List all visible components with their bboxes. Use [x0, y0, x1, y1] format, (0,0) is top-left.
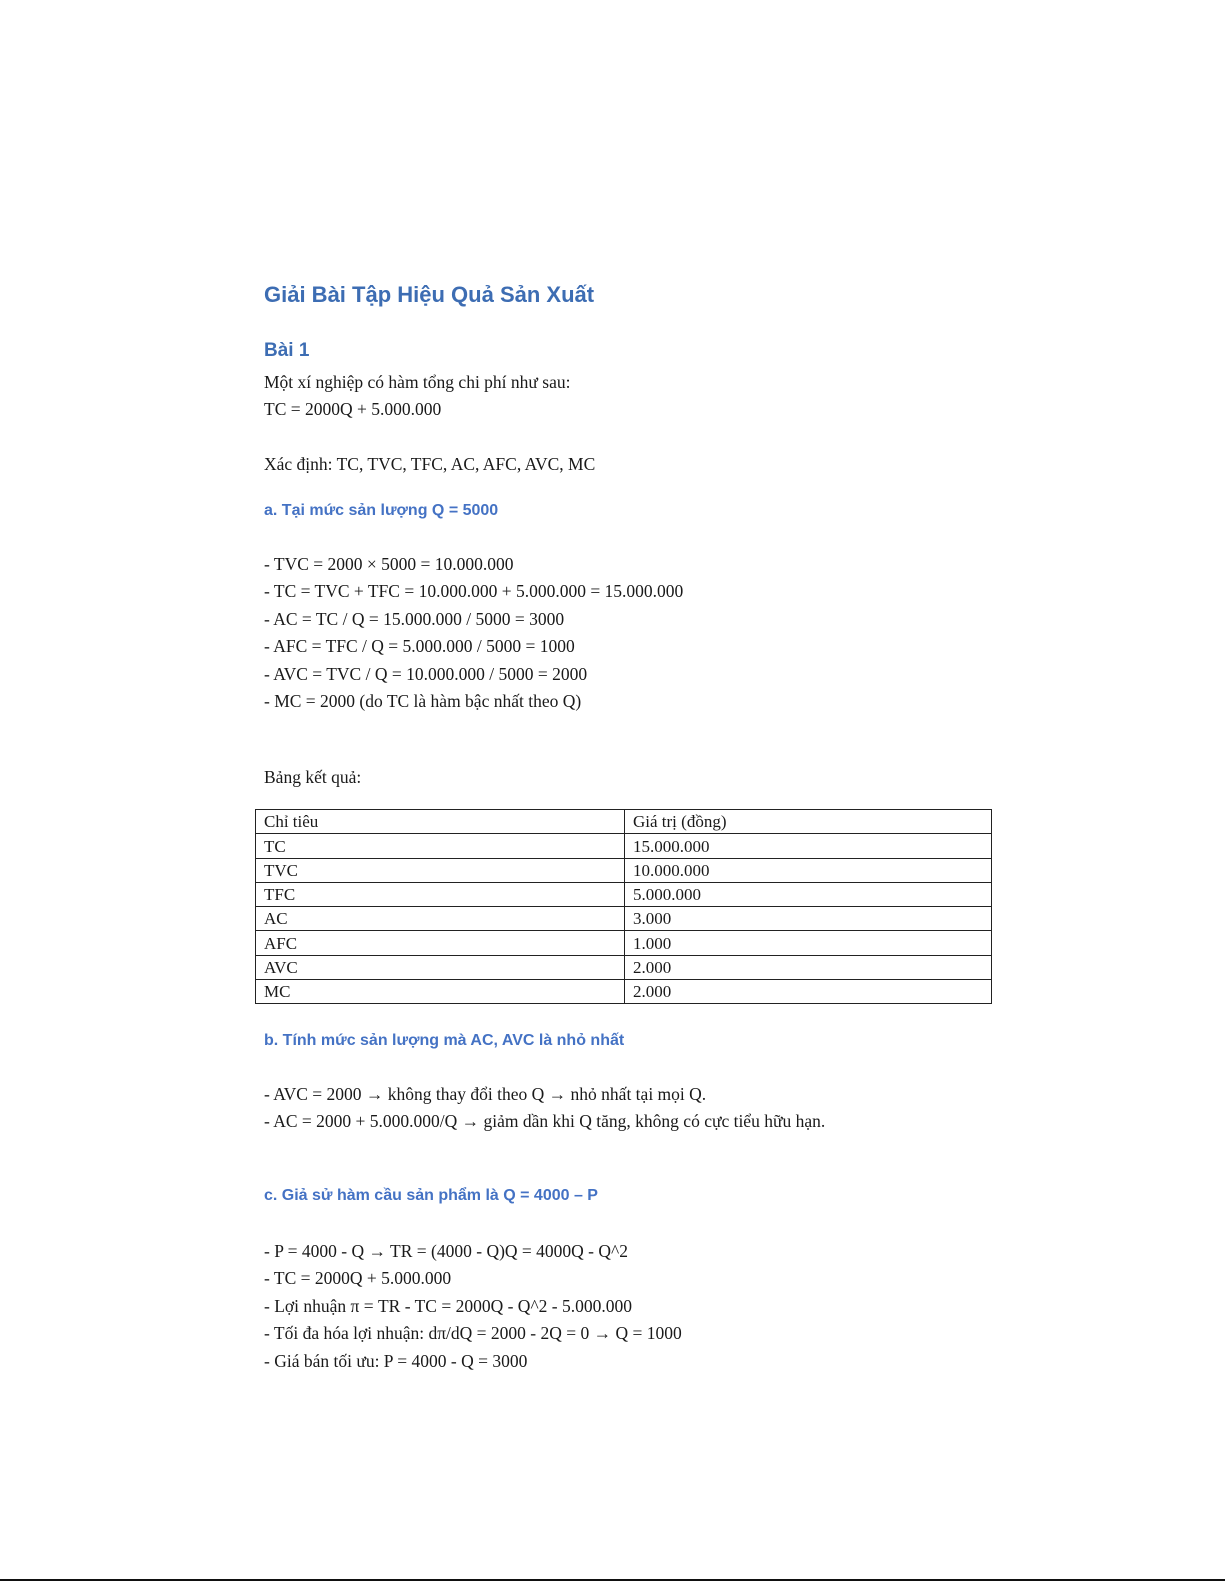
cost-function: TC = 2000Q + 5.000.000: [264, 399, 442, 419]
value-cell: 3.000: [625, 907, 992, 931]
exercise-heading: Bài 1: [264, 340, 310, 361]
intro-line: Một xí nghiệp có hàm tổng chi phí như sau:: [264, 372, 571, 392]
analysis-line: - Giá bán tối ưu: P = 4000 - Q = 3000: [264, 1350, 528, 1371]
analysis-line: - AC = 2000 + 5.000.000/Q → giảm dần khi Q tăng, không có cực tiểu hữu hạn.: [264, 1111, 826, 1132]
results-table: [255, 809, 992, 1004]
calc-line: - TC = TVC + TFC = 10.000.000 + 5.000.000 = 15.000.000: [264, 581, 684, 602]
part-c-lines: [264, 1238, 682, 1375]
table-row: [256, 834, 992, 858]
analysis-line: - TC = 2000Q + 5.000.000: [264, 1268, 452, 1289]
document-title: Giải Bài Tập Hiệu Quả Sản Xuất: [264, 282, 595, 307]
table-row: [256, 931, 992, 955]
page-bottom-border: [0, 1579, 1225, 1581]
part-a-calculations: [264, 551, 683, 715]
header-cell: Chỉ tiêu: [256, 810, 625, 834]
analysis-line: - AVC = 2000 → không thay đổi theo Q → nhỏ nhất tại mọi Q.: [264, 1084, 707, 1104]
indicator-cell: AVC: [256, 955, 625, 979]
table-row: [256, 980, 992, 1004]
value-cell: 2.000: [625, 955, 992, 979]
indicator-cell: AFC: [256, 931, 625, 955]
value-cell: 1.000: [625, 931, 992, 955]
part-b-lines: [264, 1081, 825, 1136]
indicator-cell: TVC: [256, 858, 625, 882]
value-cell: 10.000.000: [625, 858, 992, 882]
value-cell: 5.000.000: [625, 882, 992, 906]
calc-line: - AVC = TVC / Q = 10.000.000 / 5000 = 2000: [264, 663, 588, 684]
table-row: [256, 858, 992, 882]
indicator-cell: AC: [256, 907, 625, 931]
value-cell: 15.000.000: [625, 834, 992, 858]
indicator-cell: TC: [256, 834, 625, 858]
calc-line: - TVC = 2000 × 5000 = 10.000.000: [264, 554, 514, 574]
table-header-row: [256, 810, 992, 834]
analysis-line: - Lợi nhuận π = TR - TC = 2000Q - Q^2 - 5.000.000: [264, 1295, 632, 1316]
table-row: [256, 882, 992, 906]
indicator-cell: TFC: [256, 882, 625, 906]
table-row: [256, 907, 992, 931]
calc-line: - AFC = TFC / Q = 5.000.000 / 5000 = 1000: [264, 636, 575, 657]
table-caption: Bảng kết quả:: [264, 767, 362, 787]
part-b-heading: b. Tính mức sản lượng mà AC, AVC là nhỏ nhất: [264, 1032, 625, 1049]
part-c-heading: c. Giả sử hàm cầu sản phẩm là Q = 4000 – P: [264, 1187, 598, 1204]
calc-line: - MC = 2000 (do TC là hàm bậc nhất theo Q): [264, 690, 582, 711]
calc-line: - AC = TC / Q = 15.000.000 / 5000 = 3000: [264, 608, 565, 629]
indicator-cell: MC: [256, 980, 625, 1004]
table-row: [256, 955, 992, 979]
analysis-line: - P = 4000 - Q → TR = (4000 - Q)Q = 4000Q - Q^2: [264, 1241, 628, 1261]
task-line: Xác định: TC, TVC, TFC, AC, AFC, AVC, MC: [264, 454, 596, 474]
header-cell: Giá trị (đồng): [625, 810, 992, 834]
value-cell: 2.000: [625, 980, 992, 1004]
analysis-line: - Tối đa hóa lợi nhuận: dπ/dQ = 2000 - 2Q = 0 → Q = 1000: [264, 1323, 682, 1344]
part-a-heading: a. Tại mức sản lượng Q = 5000: [264, 502, 499, 519]
